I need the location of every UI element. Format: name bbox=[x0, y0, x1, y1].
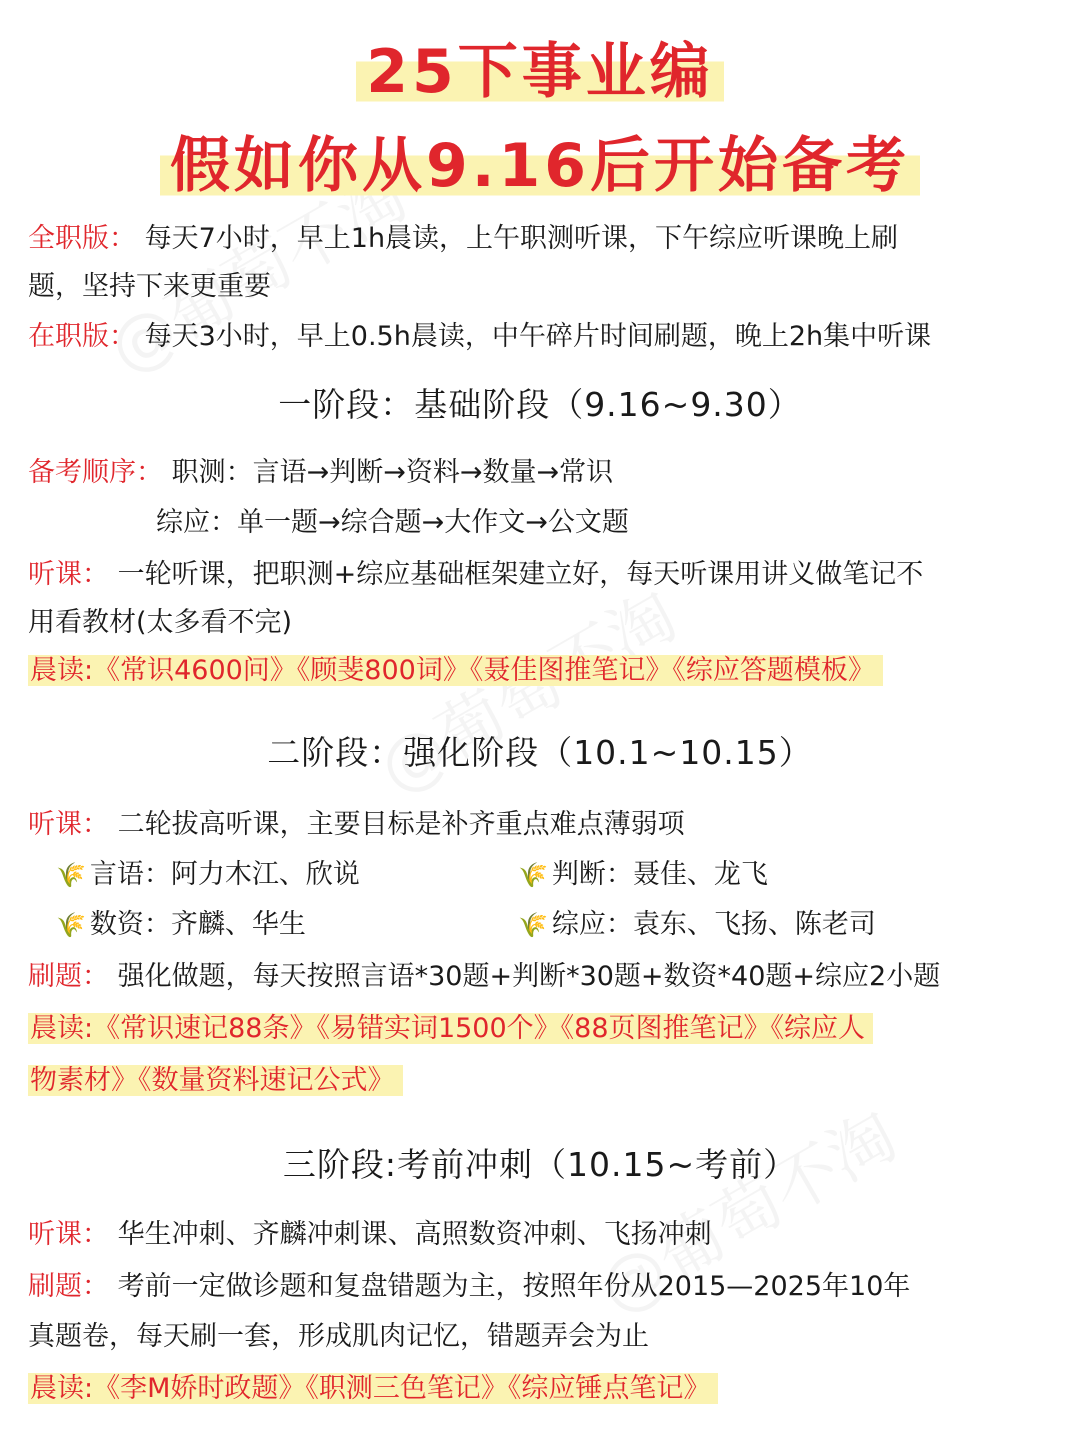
wheat-icon: 🌾 bbox=[56, 861, 86, 889]
practice-text: 强化做题，每天按照言语*30题+判断*30题+数资*40题+综应2小题 bbox=[117, 961, 941, 992]
listen-text: 一轮听课，把职测+综应基础框架建立好，每天听课用讲义做笔记不 bbox=[117, 559, 924, 590]
teacher-text: 数资：齐麟、华生 bbox=[89, 909, 306, 940]
fulltime-line bbox=[28, 214, 1058, 264]
listen-label: 听课： bbox=[28, 1219, 109, 1250]
teacher-item bbox=[518, 850, 768, 900]
teacher-text: 判断：聂佳、龙飞 bbox=[551, 859, 768, 890]
practice-label: 刷题： bbox=[28, 1271, 109, 1302]
stage3-practice-line2 bbox=[28, 1312, 1058, 1362]
stage2-read-text: 晨读:《常识速记88条》《易错实词1500个》《88页图推笔记》《综应人 bbox=[28, 1013, 873, 1044]
stage2-heading: 二阶段：强化阶段（10.1~10.15） bbox=[267, 733, 813, 772]
stage1-read-line bbox=[28, 646, 1058, 696]
parttime-line bbox=[28, 312, 1058, 362]
stage2-listen-line bbox=[28, 800, 1058, 850]
practice-text-2: 真题卷，每天刷一套，形成肌肉记忆，错题弄会为止 bbox=[28, 1321, 649, 1352]
stage1-order-line bbox=[28, 448, 1058, 498]
teacher-text: 言语：阿力木江、欣说 bbox=[89, 859, 360, 890]
wheat-icon: 🌾 bbox=[518, 911, 548, 939]
stage1-order-line2 bbox=[156, 498, 1080, 548]
stage3-practice-line bbox=[28, 1262, 1058, 1312]
wheat-icon: 🌾 bbox=[56, 911, 86, 939]
stage2-read-line bbox=[28, 1004, 1058, 1054]
teacher-item bbox=[56, 909, 306, 940]
fulltime-label: 全职版： bbox=[28, 223, 136, 254]
teacher-text: 综应：袁东、飞扬、陈老司 bbox=[551, 909, 876, 940]
listen-text: 二轮拔高听课，主要目标是补齐重点难点薄弱项 bbox=[117, 809, 685, 840]
teacher-row-1 bbox=[56, 850, 1080, 900]
fulltime-line-cont bbox=[28, 262, 1058, 312]
stage3-read-line bbox=[28, 1364, 1058, 1414]
stage1-listen-line2 bbox=[28, 598, 1058, 648]
teacher-item bbox=[56, 859, 360, 890]
stage2-practice-line bbox=[28, 952, 1058, 1002]
stage2-read-line2 bbox=[28, 1056, 1058, 1106]
order-text: 职测：言语→判断→资料→数量→常识 bbox=[171, 457, 614, 488]
listen-label: 听课： bbox=[28, 559, 109, 590]
stage1-read-text: 晨读:《常识4600问》《顾斐800词》《聂佳图推笔记》《综应答题模板》 bbox=[28, 655, 883, 686]
order-label: 备考顺序： bbox=[28, 457, 163, 488]
practice-text: 考前一定做诊题和复盘错题为主，按照年份从2015—2025年10年 bbox=[117, 1271, 911, 1302]
fulltime-text-cont: 题，坚持下来更重要 bbox=[28, 271, 271, 302]
stage3-read-text: 晨读:《李M娇时政题》《职测三色笔记》《综应锤点笔记》 bbox=[28, 1373, 718, 1404]
page-subtitle: 假如你从9.16后开始备考 bbox=[0, 118, 1080, 204]
order-text-2: 综应：单一题→综合题→大作文→公文题 bbox=[156, 507, 629, 538]
stage1-listen-line bbox=[28, 550, 1058, 600]
practice-label: 刷题： bbox=[28, 961, 109, 992]
stage3-listen-line bbox=[28, 1210, 1058, 1260]
fulltime-text: 每天7小时，早上1h晨读，上午职测听课，下午综应听课晚上刷 bbox=[144, 223, 899, 254]
page-title: 25下事业编 bbox=[0, 24, 1080, 110]
stage3-heading: 三阶段:考前冲刺（10.15~考前） bbox=[282, 1145, 798, 1184]
listen-label: 听课： bbox=[28, 809, 109, 840]
stage2-read-text-2: 物素材》《数量资料速记公式》 bbox=[28, 1065, 403, 1096]
stage1-heading: 一阶段：基础阶段（9.16~9.30） bbox=[278, 385, 802, 424]
teacher-item bbox=[518, 900, 876, 950]
teacher-row-2 bbox=[56, 900, 1080, 950]
parttime-label: 在职版： bbox=[28, 321, 136, 352]
listen-text: 华生冲刺、齐麟冲刺课、高照数资冲刺、飞扬冲刺 bbox=[117, 1219, 712, 1250]
parttime-text: 每天3小时，早上0.5h晨读，中午碎片时间刷题，晚上2h集中听课 bbox=[144, 321, 932, 352]
wheat-icon: 🌾 bbox=[518, 861, 548, 889]
listen-text-2: 用看教材(太多看不完) bbox=[28, 607, 293, 638]
